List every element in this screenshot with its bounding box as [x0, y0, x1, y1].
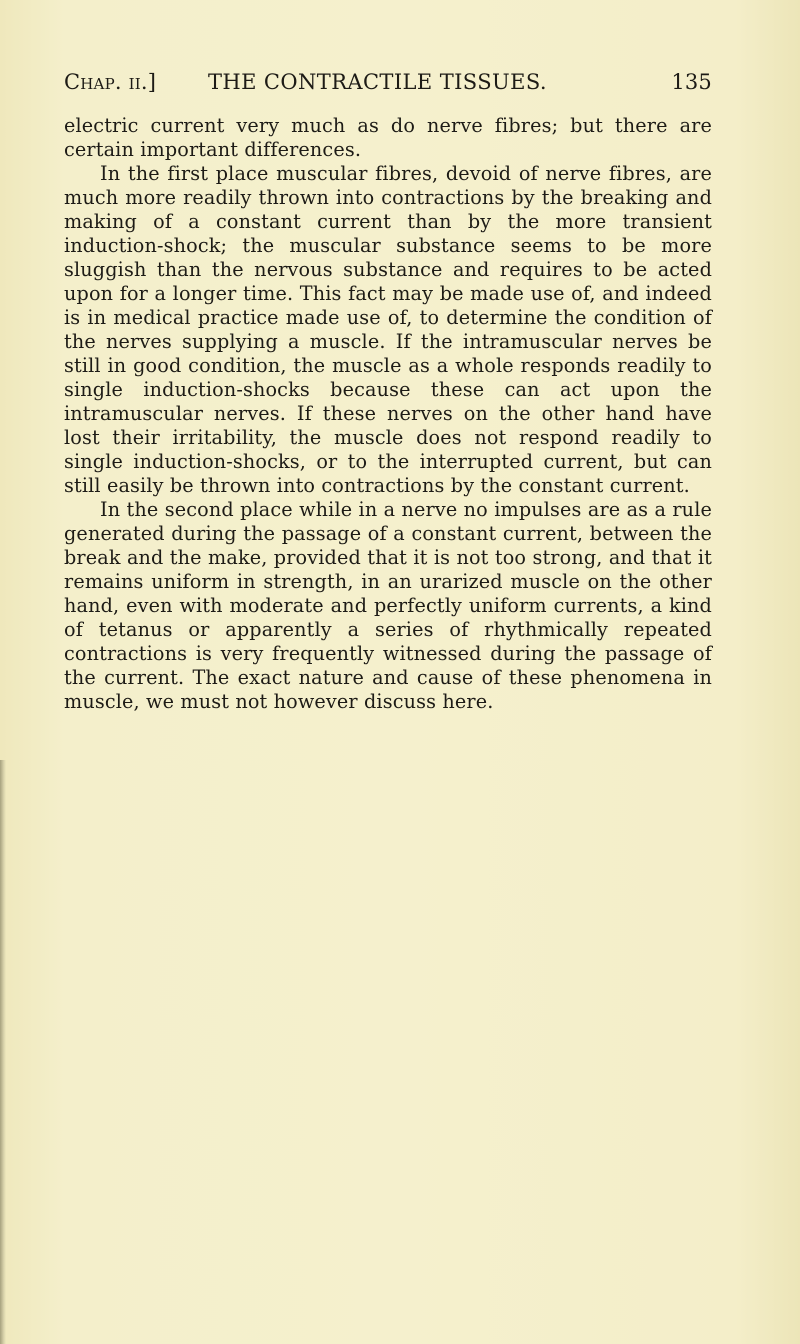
- body-text: [64, 114, 712, 714]
- running-title: THE CONTRACTILE TISSUES.: [208, 70, 547, 94]
- running-header: [64, 70, 712, 100]
- page-edge-shadow: [0, 760, 6, 1344]
- page-number: 135: [671, 70, 712, 94]
- paragraph-first-place: In the first place muscular fibres, devoid of nerve fibres, are much more readily thrown into contractions by the breaking and making of a constant current than by the more transient induction-shock; the muscular substance seems to be more sluggish than the nervous substance and requires to be acted upon for a longer time. This fact may be made use of, and indeed is in medical practice made use of, to determine the condition of the nerves supplying a muscle. If the intramuscular nerves be still in good condition, the muscle as a whole responds readily to single induction-shocks because these can act upon the intramuscular nerves. If these nerves on the other hand have lost their irritability, the muscle does not respond readily to single induction-shocks, or to the interrupted current, but can still easily be thrown into contractions by the constant current.: [64, 162, 712, 497]
- paragraph-second-place: In the second place while in a nerve no impulses are as a rule generated during the passage of a constant current, between the break and the make, provided that it is not too strong, and that it remains uniform in strength, in an urarized muscle on the other hand, even with moderate and perfectly uniform currents, a kind of tetanus or apparently a series of rhythmically repeated contractions is very frequently witnessed during the passage of the current. The exact nature and cause of these phenomena in muscle, we must not however discuss here.: [64, 498, 712, 713]
- chapter-label: Chap. ii.]: [64, 70, 157, 94]
- paragraph-continuation: electric current very much as do nerve fibres; but there are certain important differences.: [64, 114, 712, 161]
